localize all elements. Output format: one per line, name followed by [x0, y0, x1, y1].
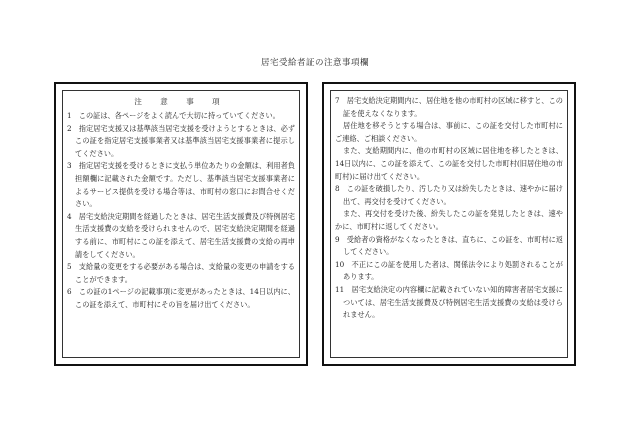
notes-panel-left — [54, 82, 308, 366]
document-title: 居宅受給者証の注意事項欄 — [260, 58, 369, 68]
notes-frame-right — [330, 90, 568, 358]
note-item-4: 4 居宅支給決定期間を経過したときは、居宅生活支援費及び特例居宅生活支援費の支給を受けられませんので、居宅支給決定期間を経過する前に、市町村にこの証を添えて、居宅生活支援費の支給の再申請をしてください。 — [67, 211, 295, 259]
notes-panel-right — [322, 82, 576, 366]
note-item-7-relocation: 居住地を移そうとする場合は、事前に、この証を交付した市町村にご連絡、ご相談ください。 — [335, 121, 563, 143]
note-item-2: 2 指定居宅支援又は基準該当居宅支援を受けようとするときは、必ずこの証を指定居宅支援事業者又は基準該当居宅支援事業者に提示してください。 — [67, 123, 295, 158]
note-item-10: 10 不正にこの証を使用した者は、関係法令により処罰されることがあります。 — [335, 259, 563, 282]
note-item-11: 11 居宅支給決定の内容欄に記載されていない知的障害者居宅支援については、居宅生活支援費及び特例居宅生活支援費の支給は受けられません。 — [335, 284, 563, 320]
note-item-6: 6 この証の1ページの記載事項に変更があったときは、14日以内に、この証を添えて、市町村にその旨を届け出てください。 — [67, 287, 295, 309]
note-item-3: 3 指定居宅支援を受けるときに支払う単位あたりの金額は、利用者負担額欄に記載された金額です。ただし、基準該当居宅支援事業者によるサービス提供を受ける場合等は、市町村の窓口にお問合せください。 — [67, 161, 295, 209]
note-item-9: 9 受給者の資格がなくなったときは、直ちに、この証を、市町村に返してください。 — [335, 234, 563, 257]
note-item-8: 8 この証を破損したり、汚したり又は紛失したときは、速やかに届け出て、再交付を受けてください。 — [335, 184, 563, 206]
note-item-1: 1 この証は、各ページをよく読んで大切に持っていてください。 — [67, 111, 280, 120]
notes-heading: 注 意 事 項 — [134, 97, 228, 106]
note-item-7-notification: また、支給期間内に、他の市町村の区域に居住地を移したときは、14日以内に、この証を添えて、この証を交付した市町村(旧居住地の市町村)に届け出てください。 — [335, 146, 563, 181]
notes-frame-left — [62, 90, 300, 358]
note-item-5: 5 支給量の変更をする必要がある場合は、支給量の変更の申請をすることができます。 — [67, 262, 295, 284]
note-item-8-return: また、再交付を受けた後、紛失したこの証を発見したときは、速やかに、市町村に返してください。 — [335, 209, 563, 231]
note-item-7: 7 居宅支給決定期間内に、居住地を他の市町村の区域に移すと、この証を使えなくなります。 — [335, 96, 563, 118]
